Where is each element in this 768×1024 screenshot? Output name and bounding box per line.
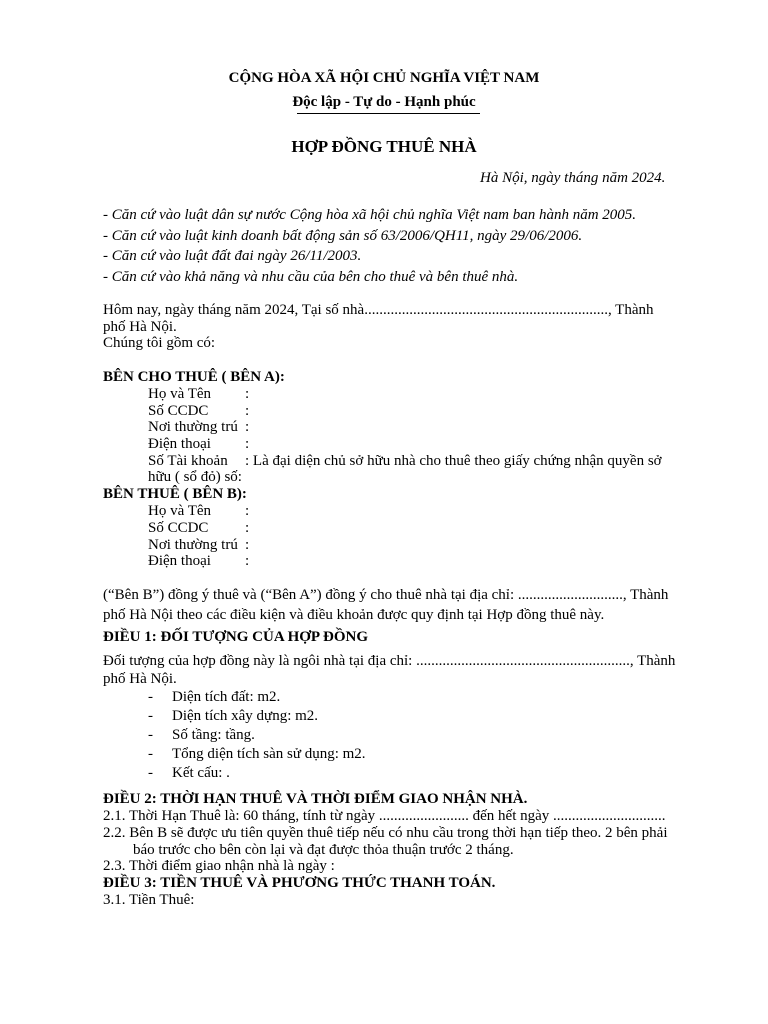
article-1-bullet: - bbox=[148, 765, 153, 781]
article-2-heading: ĐIỀU 2: THỜI HẠN THUÊ VÀ THỜI ĐIỂM GIAO NHẬN NHÀ. bbox=[103, 791, 528, 807]
party-b-residence-label: Nơi thường trú bbox=[148, 537, 238, 553]
article-1-heading: ĐIỀU 1: ĐỐI TƯỢNG CỦA HỢP ĐỒNG bbox=[103, 629, 369, 645]
party-a-name-label: Họ và Tên bbox=[148, 386, 212, 402]
article-2-line-2: 2.2. Bên B sẽ được ưu tiên quyền thuê tiếp nếu có nhu cầu trong thời hạn tiếp theo. 2 bên phải bbox=[103, 825, 668, 841]
party-a-account-colon: : Là đại diện chủ sở hữu nhà cho thuê theo giấy chứng nhận quyền sở bbox=[245, 453, 662, 469]
motto-text: Độc lập - Tự do - Hạnh phúc bbox=[292, 94, 476, 110]
article-2-line-1: 2.1. Thời Hạn Thuê là: 60 tháng, tính từ ngày ........................ đến hết ngày .............................. bbox=[103, 808, 666, 824]
national-title: CỘNG HÒA XÃ HỘI CHỦ NGHĨA VIỆT NAM bbox=[228, 70, 540, 86]
agreement-line-2: phố Hà Nội theo các điều kiện và điều khoản được quy định tại Hợp đồng thuê này. bbox=[103, 607, 605, 623]
article-1-bullet: - bbox=[148, 708, 153, 724]
article-1-bullet: - bbox=[148, 746, 153, 762]
article-1-item-structure: Kết cấu: . bbox=[172, 765, 230, 781]
agreement-line-1: (“Bên B”) đồng ý thuê và (“Bên A”) đồng ý cho thuê nhà tại địa chỉ: ............................, Thành bbox=[103, 587, 669, 603]
legal-basis-3: - Căn cứ vào luật đất đai ngày 26/11/2003. bbox=[103, 248, 362, 264]
article-1-item-land-area: Diện tích đất: m2. bbox=[172, 689, 281, 705]
party-a-residence-label: Nơi thường trú bbox=[148, 419, 238, 435]
party-b-name-colon: : bbox=[245, 503, 250, 519]
party-a-account-label: Số Tài khoản bbox=[148, 453, 228, 469]
party-a-id-colon: : bbox=[245, 403, 250, 419]
article-3-heading: ĐIỀU 3: TIỀN THUÊ VÀ PHƯƠNG THỨC THANH TOÁN. bbox=[103, 875, 496, 891]
party-b-residence-colon: : bbox=[245, 537, 250, 553]
place-date: Hà Nội, ngày tháng năm 2024. bbox=[480, 170, 666, 186]
party-a-phone-label: Điện thoại bbox=[148, 436, 211, 452]
party-b-name-label: Họ và Tên bbox=[148, 503, 212, 519]
intro-line-3: Chúng tôi gồm có: bbox=[103, 335, 216, 351]
party-b-phone-label: Điện thoại bbox=[148, 553, 211, 569]
motto-underline bbox=[297, 113, 480, 114]
national-motto bbox=[0, 93, 768, 111]
legal-basis-1: - Căn cứ vào luật dân sự nước Cộng hòa xã hội chủ nghĩa Việt nam ban hành năm 2005. bbox=[103, 207, 637, 223]
party-a-name-colon: : bbox=[245, 386, 250, 402]
party-a-phone-colon: : bbox=[245, 436, 250, 452]
party-b-heading: BÊN THUÊ ( BÊN B): bbox=[103, 486, 247, 502]
article-1-bullet: - bbox=[148, 727, 153, 743]
article-1-item-floors: Số tầng: tầng. bbox=[172, 727, 255, 743]
party-b-phone-colon: : bbox=[245, 553, 250, 569]
article-1-bullet: - bbox=[148, 689, 153, 705]
article-1-item-total-floor-area: Tổng diện tích sàn sử dụng: m2. bbox=[172, 746, 366, 762]
party-b-id-colon: : bbox=[245, 520, 250, 536]
article-1-text-2: phố Hà Nội. bbox=[103, 671, 177, 687]
article-2-line-3: báo trước cho bên còn lại và đạt được thỏa thuận trước 2 tháng. bbox=[133, 842, 514, 858]
article-1-item-building-area: Diện tích xây dựng: m2. bbox=[172, 708, 319, 724]
party-a-continuation: hữu ( sổ đỏ) số: bbox=[148, 469, 242, 485]
document-title: HỢP ĐỒNG THUÊ NHÀ bbox=[291, 137, 477, 156]
party-a-residence-colon: : bbox=[245, 419, 250, 435]
article-2-line-4: 2.3. Thời điểm giao nhận nhà là ngày : bbox=[103, 858, 335, 874]
legal-basis-4: - Căn cứ vào khả năng và nhu cầu của bên cho thuê và bên thuê nhà. bbox=[103, 269, 519, 285]
party-b-id-label: Số CCDC bbox=[148, 520, 209, 536]
intro-line-2: phố Hà Nội. bbox=[103, 319, 177, 335]
party-a-heading: BÊN CHO THUÊ ( BÊN A): bbox=[103, 369, 285, 385]
article-1-text-1: Đối tượng của hợp đồng này là ngôi nhà tại địa chỉ: ........................................................., Thành bbox=[103, 653, 676, 669]
intro-line-1: Hôm nay, ngày tháng năm 2024, Tại số nhà................................................................., Thành bbox=[103, 302, 654, 318]
article-3-line-1: 3.1. Tiền Thuê: bbox=[103, 892, 195, 908]
party-a-id-label: Số CCDC bbox=[148, 403, 209, 419]
legal-basis-2: - Căn cứ vào luật kinh doanh bất động sản số 63/2006/QH11, ngày 29/06/2006. bbox=[103, 228, 583, 244]
